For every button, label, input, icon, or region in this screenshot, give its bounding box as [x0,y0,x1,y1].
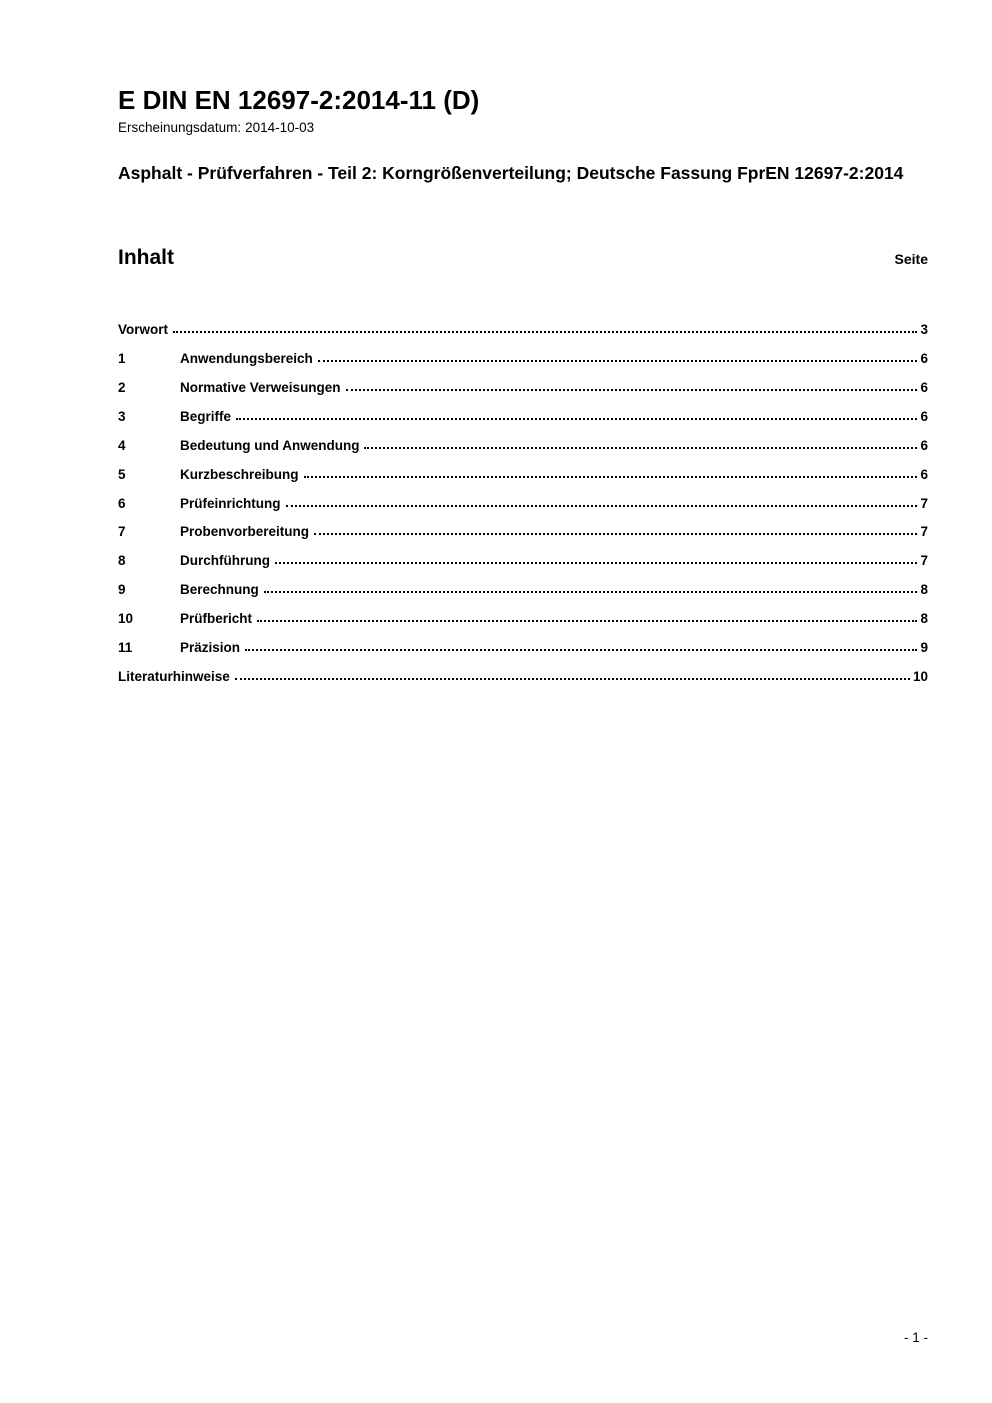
toc-row-literaturhinweise [118,655,928,684]
toc-list [118,308,928,684]
toc-entry-title: Berechnung [180,582,259,598]
release-date-value: 2014-10-03 [245,119,315,135]
dotted-leader [304,476,918,478]
toc-entry-page: 6 [920,437,928,453]
dotted-leader [235,678,910,680]
toc-entry-page: 9 [920,640,928,656]
toc-entry-number: 5 [118,466,126,482]
toc-entry-page: 6 [920,466,928,482]
toc-row-8 [118,539,928,568]
footer-page-number: - 1 - [903,1330,928,1345]
toc-entry-title: Literaturhinweise [118,668,230,684]
toc-entry-page: 10 [912,668,928,684]
toc-entry-title: Bedeutung und Anwendung [180,437,360,453]
toc-entry-title: Durchführung [180,553,270,569]
dotted-leader [264,591,918,593]
document-title: E DIN EN 12697-2:2014-11 (D) [118,85,480,115]
toc-entry-number: 1 [118,351,126,367]
toc-entry-number: 7 [118,524,126,540]
toc-entry-title: Anwendungsbereich [180,351,313,367]
toc-entry-title: Probenvorbereitung [180,524,310,540]
toc-entry-number: 6 [118,495,126,511]
toc-row-9 [118,568,928,597]
toc-entry-title: Vorwort [118,322,168,338]
page-column-label: Seite [894,251,928,268]
dotted-leader [275,562,917,564]
toc-row-3 [118,395,928,424]
toc-row-2 [118,366,928,395]
toc-entry-title: Prüfbericht [180,611,253,627]
dotted-leader [245,649,917,651]
toc-entry-number: 8 [118,553,126,569]
dotted-leader [314,533,917,535]
toc-entry-number: 11 [118,640,133,656]
toc-entry-page: 7 [920,495,928,511]
toc-entry-number: 2 [118,380,126,396]
toc-header [118,246,928,270]
toc-row-7 [118,511,928,540]
toc-entry-title: Kurzbeschreibung [180,466,299,482]
dotted-leader [236,418,917,420]
toc-entry-page: 6 [920,408,928,424]
toc-entry-page: 8 [920,582,928,598]
dotted-leader [364,447,917,449]
toc-entry-page: 7 [920,524,928,540]
toc-entry-page: 7 [920,553,928,569]
toc-heading: Inhalt [118,246,174,270]
toc-entry-title: Begriffe [180,408,232,424]
toc-entry-number: 10 [118,611,134,627]
release-date-line [118,120,928,135]
dotted-leader [257,620,917,622]
toc-entry-page: 6 [920,351,928,367]
document-subtitle: Asphalt - Prüfverfahren - Teil 2: Korngrößenverteilung; Deutsche Fassung FprEN 12697-2:2014 [118,162,904,183]
release-date-label: Erscheinungsdatum: [118,119,242,135]
toc-row-6 [118,482,928,511]
dotted-leader [318,360,918,362]
toc-entry-number: 4 [118,437,126,453]
toc-entry-number: 3 [118,408,126,424]
toc-row-vorwort [118,308,928,337]
toc-entry-title: Prüfeinrichtung [180,495,281,511]
toc-entry-page: 3 [920,322,928,338]
toc-entry-title: Präzision [180,640,241,656]
toc-row-10 [118,597,928,626]
toc-row-5 [118,453,928,482]
toc-entry-number: 9 [118,582,126,598]
toc-entry-page: 8 [920,611,928,627]
toc-entry-page: 6 [920,380,928,396]
toc-entry-title: Normative Verweisungen [180,380,341,396]
dotted-leader [173,331,917,333]
dotted-leader [346,389,918,391]
toc-row-1 [118,337,928,366]
dotted-leader [286,505,918,507]
toc-row-11 [118,626,928,655]
toc-row-4 [118,424,928,453]
